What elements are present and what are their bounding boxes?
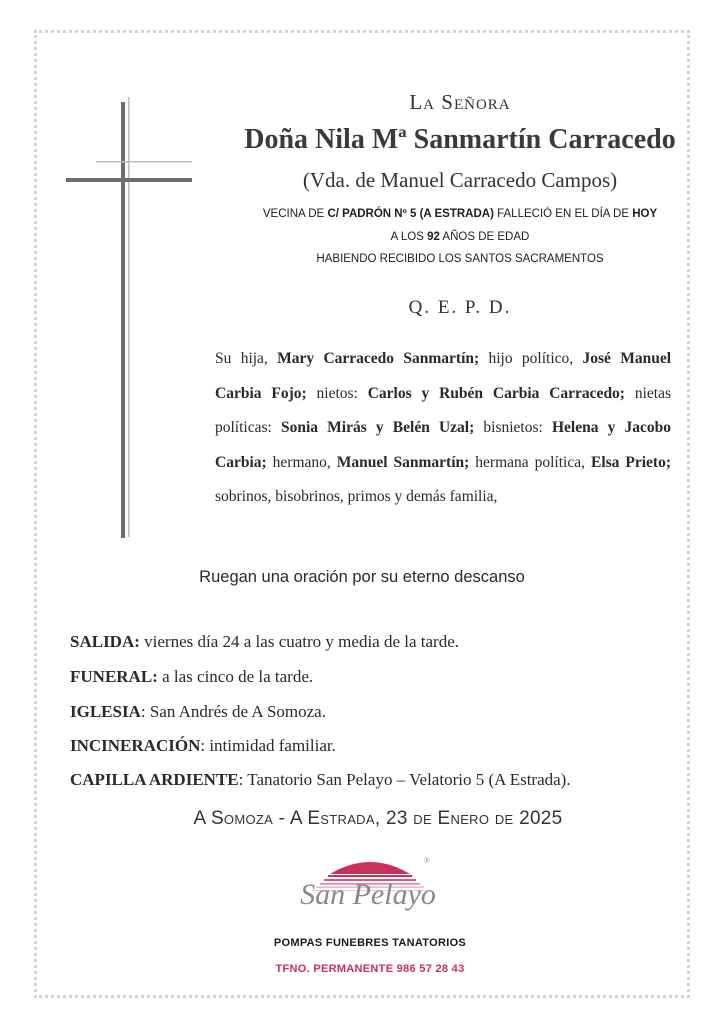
sacraments-line: HABIENDO RECIBIDO LOS SANTOS SACRAMENTOS (316, 253, 604, 265)
death-day: HOY (632, 208, 658, 220)
detail-capilla: CAPILLA ARDIENTE: Tanatorio San Pelayo – Velatorio 5 (A Estrada). (70, 770, 571, 789)
detail-iglesia: IGLESIA: San Andrés de A Somoza. (70, 702, 326, 721)
age: 92 (427, 231, 440, 243)
family-paragraph: Su hija, Mary Carracedo Sanmartín; hijo político, José Manuel Carbia Fojo; nietos: Carlos y Rubén Carbia Carracedo; nietas políticas: Sonia Mirás y Belén Uzal; bisnietos: Helena y Jacobo Carbia; hermano, Manuel Sanmartín; hermana política, Elsa Prieto; sobrinos, bisobrinos, primos y demás familia, (215, 350, 672, 506)
residence-line: VECINA DE C/ PADRÓN Nº 5 (A ESTRADA) FALLECIÓ EN EL DÍA DE HOY (262, 208, 658, 220)
place-and-date: A Somoza - A Estrada, 23 de Enero de 2025 (193, 808, 563, 829)
company-name: POMPAS FUNEBRES TANATORIOS (273, 937, 467, 949)
logo-wordmark: San Pelayo (300, 878, 436, 911)
age-line: A LOS 92 AÑOS DE EDAD (390, 231, 530, 243)
registered-mark: ® (424, 856, 431, 865)
prayer-request: Ruegan una oración por su eterno descanso (199, 568, 525, 586)
detail-incineracion: INCINERACIÓN: intimidad familiar. (70, 736, 336, 755)
qepd: Q. E. P. D. (408, 297, 512, 318)
detail-funeral: FUNERAL: a las cinco de la tarde. (70, 667, 314, 686)
widow-of-line: (Vda. de Manuel Carracedo Campos) (302, 168, 618, 192)
phone-number: TFNO. PERMANENTE 986 57 28 43 (275, 963, 465, 975)
detail-salida: SALIDA: viernes día 24 a las cuatro y media de la tarde. (70, 632, 459, 651)
honorific-title: La Señora (409, 90, 511, 114)
address: C/ PADRÓN Nº 5 (A ESTRADA) (327, 208, 494, 220)
deceased-name: Doña Nila Mª Sanmartín Carracedo (244, 124, 676, 155)
